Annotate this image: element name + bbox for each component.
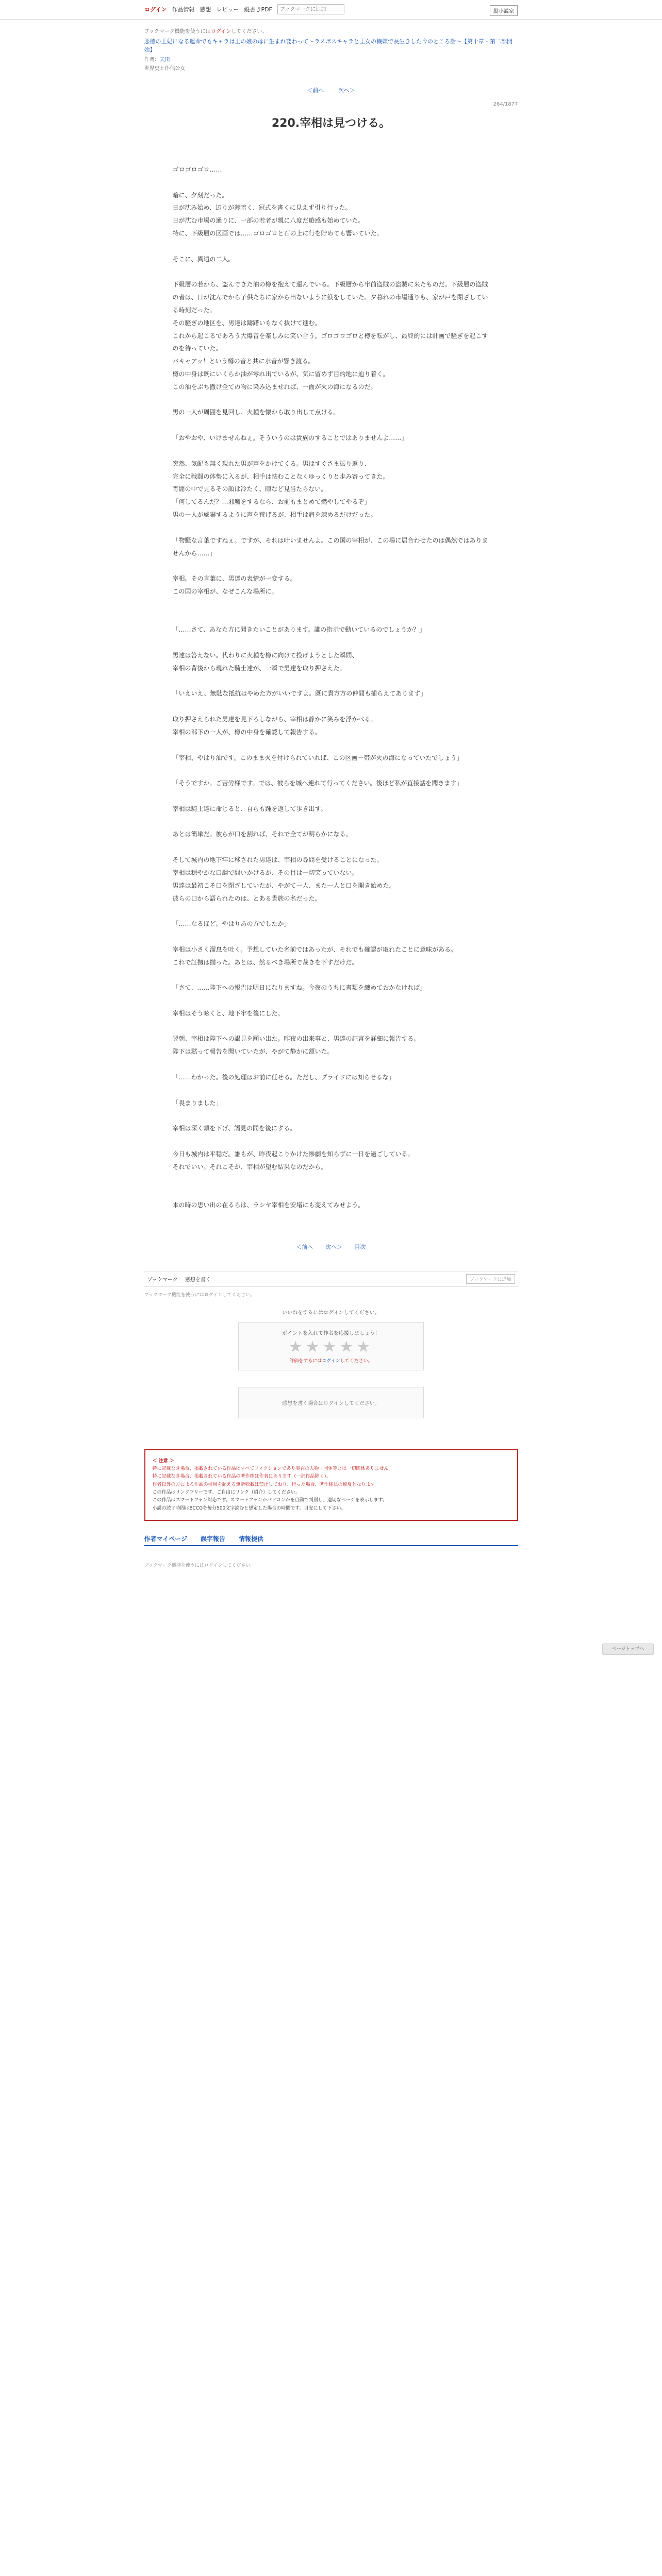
bottom-prev-link[interactable]: ＜前へ bbox=[296, 1243, 313, 1250]
evaluation-login-hint bbox=[244, 1357, 418, 1364]
body-paragraph bbox=[173, 240, 490, 253]
body-paragraph: 男の一人が威嚇するように声を荒げるが、相手は肩を竦めるだけだった。 bbox=[172, 511, 377, 519]
author-mypage-link[interactable]: 作者マイページ bbox=[144, 1535, 188, 1543]
bookmark-note-suffix: してください。 bbox=[231, 29, 268, 35]
body-paragraph: 突然、気配も無く現れた男が声をかけてくる。男はすぐさま振り返り、 bbox=[172, 460, 371, 467]
body-paragraph bbox=[173, 176, 490, 189]
evaluation-title: ポイントを入れて作者を応援しましょう！ bbox=[282, 1330, 380, 1336]
chapter-title: 220.宰相は見つける。 bbox=[271, 116, 391, 130]
nav-impressions[interactable]: 感想 bbox=[200, 6, 211, 13]
bookmark-tab[interactable]: ブックマーク bbox=[147, 1277, 178, 1283]
body-paragraph: これで証拠は揃った。あとは、然るべき場所で裁きを下すだけだ。 bbox=[172, 958, 358, 966]
bookmark-login-link[interactable]: ログイン bbox=[210, 29, 231, 35]
bookmark-add-input[interactable] bbox=[277, 4, 344, 14]
body-paragraph: そして城内の地下牢に移された男達は、宰相の尋問を受けることになった。 bbox=[172, 856, 383, 864]
body-paragraph: 男達は答えない。代わりに火種を樽に向けて投げようとした瞬間、 bbox=[172, 652, 358, 659]
body-paragraph: 翌朝、宰相は陛下への謁見を願い出た。昨夜の出来事と、男達の証言を詳細に報告する。 bbox=[172, 1035, 420, 1043]
body-paragraph: 宰相は深く頭を下げ、謁見の間を後にする。 bbox=[172, 1125, 296, 1132]
body-paragraph: 日が沈む市場の通りに、一部の若者が親に八度だ遊感も始めていた。 bbox=[172, 217, 365, 225]
bookmark-bar bbox=[144, 1272, 518, 1287]
body-paragraph: 「物騒な言葉ですねぇ。ですが、それは叶いませんよ。この国の宰相が、この場に居合わせたのは偶然ではありませんから……」 bbox=[172, 536, 488, 557]
impression-box: 感想を書く場合はログインしてください。 bbox=[238, 1387, 424, 1418]
body-paragraph: 樽の中身は既にいくらか油が零れ出ているが、気に留めず目的地に辿り着く。 bbox=[172, 370, 389, 378]
series-meta bbox=[144, 55, 518, 63]
body-paragraph: 「畏まりました」 bbox=[172, 1099, 222, 1107]
login-link[interactable]: ログイン bbox=[144, 6, 167, 13]
body-paragraph: 「おやおや、いけませんねぇ。そういうのは貴族のすることではありませんよ……」 bbox=[172, 434, 408, 442]
body-paragraph bbox=[173, 930, 490, 943]
body-paragraph bbox=[173, 560, 490, 572]
body-paragraph: それでいい。それこそが、宰相が望む結果なのだから。 bbox=[172, 1163, 327, 1171]
top-nav bbox=[144, 4, 344, 14]
notice-head: ＜ 注意 ＞ bbox=[152, 1458, 174, 1464]
page-top-button[interactable]: ページトップへ bbox=[602, 1643, 654, 1655]
body-paragraph: 「さて、……陛下への報告は明日になりますね。今夜のうちに書類を纏めておかなければ」 bbox=[172, 984, 426, 992]
top-pager bbox=[144, 86, 518, 94]
body-paragraph: 「……わかった。後の処理はお前に任せる。ただし、プライドには知らせるな」 bbox=[172, 1073, 395, 1081]
evaluation-box bbox=[238, 1322, 424, 1370]
typo-report-link[interactable]: 誤字報告 bbox=[201, 1535, 226, 1543]
notice-line-7: 小説の読了時間はBCCGを毎分500文字読むと想定した場合の時間です。目安にして下さい。 bbox=[152, 1505, 346, 1511]
nav-reviews[interactable]: レビュー bbox=[216, 6, 239, 13]
body-paragraph bbox=[173, 1058, 490, 1071]
info-provide-link[interactable]: 情報提供 bbox=[239, 1535, 264, 1543]
body-paragraph bbox=[173, 1109, 490, 1122]
body-paragraph: この国の宰相が、なぜこんな場所に。 bbox=[172, 587, 278, 595]
body-paragraph bbox=[173, 1135, 490, 1148]
author-link[interactable]: 天田 bbox=[159, 57, 170, 63]
body-paragraph bbox=[173, 265, 490, 278]
novel-body bbox=[173, 163, 490, 1212]
bottom-pager bbox=[144, 1243, 518, 1251]
body-paragraph: 「宰相、やはり油です。このまま火を付けられていれば、この区画一帯が火の海になっていたでしょう」 bbox=[172, 754, 463, 761]
nav-vertical-pdf[interactable]: 縦書きPDF bbox=[244, 6, 272, 13]
bookmark-note-prefix: ブックマーク機能を使うには bbox=[144, 29, 211, 35]
body-paragraph: 宰相。その言葉に、男達の表情が一変する。 bbox=[172, 575, 296, 583]
body-paragraph bbox=[173, 841, 490, 854]
footer-links bbox=[144, 1534, 518, 1546]
body-paragraph: 宰相の部下の一人が、樽の中身を確認して報告する。 bbox=[172, 728, 321, 736]
notice-line-3: 作者以外の方による作品の引用を超える無断転載は禁止しており、行った場合、著作権法の違反となります。 bbox=[152, 1482, 379, 1487]
body-paragraph: 宰相は騎士達に命じると、自らも踵を返して歩き出す。 bbox=[172, 805, 327, 812]
body-paragraph: バキャアッ！という樽の音と共に水音が響き渡る。 bbox=[172, 358, 315, 365]
body-paragraph: 「いえいえ、無駄な抵抗はやめた方がいいですよ。既に貴方方の仲間も捕らえてあります」 bbox=[172, 690, 427, 698]
like-login-note: いいねをするにはログインしてください。 bbox=[282, 1310, 380, 1316]
body-paragraph: 宰相は穏やかな口調で問いかけるが、その目は一切笑っていない。 bbox=[172, 869, 358, 876]
body-paragraph bbox=[173, 816, 490, 828]
eval-login-suffix: してください。 bbox=[340, 1358, 373, 1364]
body-paragraph bbox=[173, 598, 490, 611]
body-paragraph bbox=[173, 521, 490, 534]
vertical-mode-button[interactable]: 縦小説家 bbox=[490, 5, 518, 16]
top-bar bbox=[0, 0, 662, 20]
body-paragraph: 男の一人が周囲を見回し、火種を懐から取り出して点ける。 bbox=[172, 409, 340, 416]
author-label: 作者： bbox=[144, 57, 160, 63]
body-paragraph bbox=[173, 1084, 490, 1097]
body-paragraph: その騒ぎの地区を、男達は躊躇いもなく抜けて進む。 bbox=[172, 319, 321, 327]
notice-line-6: この作品はスマートフォン対応です。スマートフォンかパソコンかを自動で判別し、適切なページを表示します。 bbox=[152, 1498, 387, 1503]
notice-box bbox=[144, 1449, 518, 1521]
body-paragraph bbox=[173, 1186, 490, 1199]
body-paragraph: ゴロゴロゴロ…… bbox=[172, 165, 222, 173]
series-title[interactable] bbox=[144, 38, 518, 54]
body-paragraph bbox=[173, 445, 490, 457]
body-paragraph: 宰相はそう呟くと、地下牢を後にした。 bbox=[172, 1009, 284, 1017]
body-paragraph: 日が沈み始め、辺りが薄暗く、冠式を書くに見えず引り行った。 bbox=[172, 204, 352, 212]
body-paragraph bbox=[173, 394, 490, 406]
body-paragraph: これから起こるであろう大爆音を楽しみに笑い合う。ゴロゴロゴロと樽を転がし、最終的には計画で騒ぎを起こすのを待っていた。 bbox=[172, 332, 488, 352]
bookmark-bar-left bbox=[147, 1275, 211, 1283]
main-content bbox=[144, 27, 518, 1568]
body-paragraph: 取り押さえられた男達を見下ろしながら、宰相は静かに笑みを浮かべる。 bbox=[172, 716, 377, 723]
body-paragraph bbox=[173, 994, 490, 1007]
bottom-next-link[interactable]: 次へ＞ bbox=[325, 1243, 342, 1250]
body-paragraph bbox=[173, 419, 490, 432]
body-paragraph: 下級層の若から、盗んできた油の樽を抱えて運んでいる。下級層から牢前盗賊の盗賊に来たものだ。下級層の盗賊の者は、日が沈んでから子供たちに家から出ないように躾をしていた。夕暮れの市場通りも、家が戸を閉ざしている時刻だった。 bbox=[172, 281, 488, 314]
series-subtitle: 世界史と伴侶公女 bbox=[144, 65, 186, 72]
body-paragraph bbox=[173, 969, 490, 981]
body-paragraph: 完全に戦闘の体勢に入るが、相手は怯むことなくゆっくりと歩み寄ってきた。 bbox=[172, 472, 389, 480]
series-title-link[interactable]: 悪徳の王妃になる運命でもキャラは王の娘の母に生まれ変わって～ラスボスキャラと王女の機嫌で長生きした今のところ話～【第十章・第二部開始】 bbox=[144, 38, 513, 53]
body-paragraph: 宰相は小さく溜息を吐く。予想していた名前ではあったが、それでも確認が取れたことに意味がある。 bbox=[172, 945, 457, 953]
page-count: 264/1877 bbox=[493, 101, 518, 107]
body-paragraph: 「何してるんだ？…邪魔をするなら、お前もまとめて燃やしてやるぞ」 bbox=[172, 498, 371, 506]
body-paragraph: 男達は最初こそ口を閉ざしていたが、やがて一人、また一人と口を開き始めた。 bbox=[172, 882, 395, 889]
body-paragraph bbox=[173, 675, 490, 688]
body-paragraph: 「……さて、あなた方に聞きたいことがあります。誰の指示で動いているのでしょうか？」 bbox=[172, 626, 426, 634]
eval-login-prefix: 評価をするには bbox=[289, 1358, 322, 1364]
body-paragraph bbox=[173, 636, 490, 649]
body-paragraph: 陛下は黙って報告を聞いていたが、やがて静かに頷いた。 bbox=[172, 1048, 334, 1056]
body-paragraph: 「そうですか。ご苦労様です。では、彼らを城へ連れて行ってください。後ほど私が直接話を聞きます」 bbox=[172, 779, 463, 787]
body-paragraph: この油をぶち撒け全ての物に染み込ませれば、一面が火の海になるのだ。 bbox=[172, 383, 377, 391]
next-link[interactable]: 次へ＞ bbox=[338, 87, 355, 94]
body-paragraph: 「……なるほど。やはりあの方でしたか」 bbox=[172, 920, 290, 928]
body-paragraph bbox=[173, 700, 490, 713]
body-paragraph bbox=[173, 739, 490, 752]
nav-work-info[interactable]: 作品情報 bbox=[172, 6, 195, 13]
notice-line-2: 特に記載なき場合、掲載されている作品の著作権は作者にあります（一部作品除く）。 bbox=[152, 1474, 332, 1480]
body-paragraph: 暗に、夕刻だった。 bbox=[172, 191, 228, 199]
body-paragraph: あとは簡単だ。彼らが口を割れば、それで全てが明らかになる。 bbox=[172, 831, 352, 838]
bookmark-add-button[interactable]: ブックマークに追加 bbox=[466, 1274, 515, 1284]
notice-line-5: この作品はリンクフリーです。ご自由にリンク（紹介）してください。 bbox=[152, 1490, 301, 1496]
body-paragraph bbox=[173, 905, 490, 918]
body-paragraph bbox=[173, 1020, 490, 1033]
bottom-index-link[interactable]: 目次 bbox=[354, 1243, 366, 1250]
body-paragraph: 本の時の思い出の在るらは、ラシヤ宰相を安堵にも変えてみせよう。 bbox=[172, 1201, 365, 1209]
notice-line-1: 特に記載なき場合、掲載されている作品はすべてフィクションであり実在の人物・団体等とは一切関係ありません。 bbox=[152, 1466, 393, 1472]
body-paragraph bbox=[173, 790, 490, 803]
body-paragraph: 宵闇の中で見るその顔は冷たく、隙など見当たらない。 bbox=[172, 485, 327, 493]
bookmark-note-bottom: ブックマーク機能を使うにはログインしてください。 bbox=[144, 1292, 255, 1298]
body-paragraph: 特に、下級層の区画では……ゴロゴロと石の上に行を貯めても響いていた。 bbox=[172, 229, 383, 237]
eval-login-link[interactable]: ログイン bbox=[322, 1358, 340, 1364]
body-paragraph bbox=[173, 1173, 490, 1186]
body-paragraph bbox=[173, 611, 490, 624]
bookmark-note bbox=[144, 27, 518, 35]
body-paragraph bbox=[173, 764, 490, 777]
prev-link[interactable]: ＜前へ bbox=[307, 87, 324, 94]
body-paragraph: そこに、異遠の二人。 bbox=[172, 255, 235, 263]
star-rating[interactable]: ★★★★★ bbox=[288, 1337, 374, 1356]
body-paragraph: 彼らの口から語られたのは、とある貴族の名だった。 bbox=[172, 894, 321, 902]
footer-note: ブックマーク機能を使うにはログインしてください。 bbox=[144, 1563, 255, 1568]
body-paragraph: 今日も城内は平穏だ。誰もが、昨夜起こりかけた惨劇を知らずに一日を過ごしている。 bbox=[172, 1150, 414, 1158]
impression-tab[interactable]: 感想を書く bbox=[185, 1277, 211, 1283]
body-paragraph: 宰相の背後から現れた騎士達が、一瞬で男達を取り押さえた。 bbox=[172, 664, 346, 672]
evaluation-section bbox=[144, 1308, 518, 1370]
